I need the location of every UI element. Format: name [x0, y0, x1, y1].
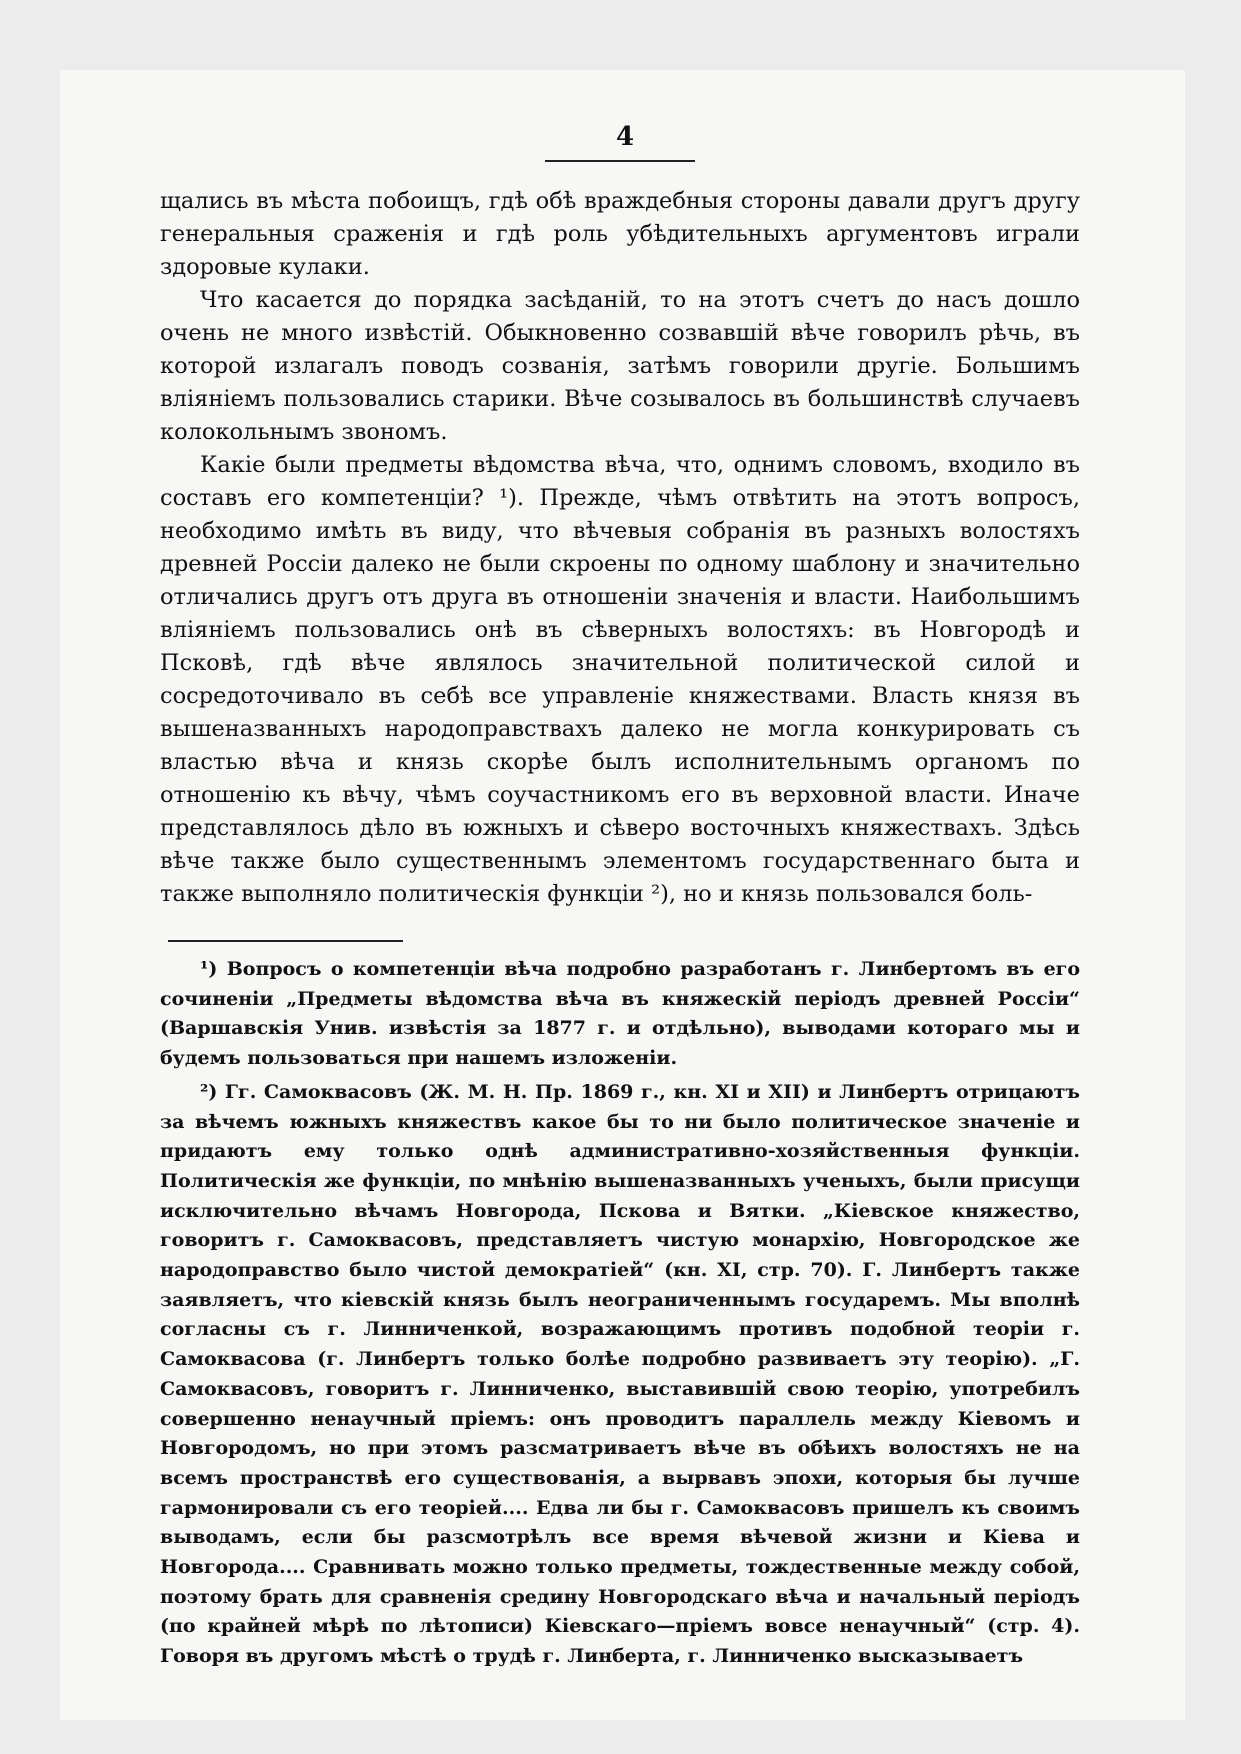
footnote-separator: [168, 940, 403, 942]
footnotes: [160, 955, 1080, 1676]
page-number: 4: [615, 122, 635, 152]
body-paragraph-1: щались въ мѣста побоищъ, гдѣ обѣ враждебныя стороны давали другъ другу генеральныя сраженія и гдѣ роль убѣдительныхъ аргументовъ играли здоровые кулаки.: [160, 188, 1080, 280]
footnote-1: ¹) Вопросъ о компетенціи вѣча подробно разработанъ г. Линбертомъ въ его сочиненіи „Предметы вѣдомства вѣча въ княжескій періодъ древней Россіи“ (Варшавскія Унив. извѣстія за 1877 г. и отдѣльно), выводами котораго мы и будемъ пользоваться при нашемъ изложеніи.: [160, 958, 1080, 1070]
footnote-2: ²) Гг. Самоквасовъ (Ж. М. Н. Пр. 1869 г., кн. XI и XII) и Линбертъ отрицаютъ за вѣчемъ южныхъ княжествъ какое бы то ни было политическое значеніе и придаютъ ему только однѣ административно-хозяйственныя функціи. Политическія же функціи, по мнѣнію вышеназванныхъ ученыхъ, были присущи исключительно вѣчамъ Новгорода, Пскова и Вятки. „Кіевское княжество, говоритъ г. Самоквасовъ, представляетъ чистую монархію, Новгородское же народоправство было чистой демократіей“ (кн. XI, стр. 70). Г. Линбертъ также заявляетъ, что кіевскій князь былъ неограниченнымъ государемъ. Мы вполнѣ согласны съ г. Линниченкой, возражающимъ противъ подобной теоріи г. Самоквасова (г. Линбертъ только болѣе подробно развиваетъ эту теорію). „Г. Самоквасовъ, говоритъ г. Линниченко, выставившій свою теорію, употребилъ совершенно ненаучный пріемъ: онъ проводитъ параллель между Кіевомъ и Новгородомъ, но при этомъ разсматриваетъ вѣче въ обѣихъ волостяхъ не на всемъ пространствѣ его существованія, а вырвавъ эпохи, которыя бы лучше гармонировали съ его теоріей.... Едва ли бы г. Самоквасовъ пришелъ къ своимъ выводамъ, если бы разсмотрѣлъ все время вѣчевой жизни и Кіева и Новгорода.... Сравнивать можно только предметы, тождественные между собой, поэтому брать для сравненія средину Новгородскаго вѣча и начальный періодъ (по крайней мѣрѣ по лѣтописи) Кіевскаго—пріемъ вовсе ненаучный“ (стр. 4). Говоря въ другомъ мѣстѣ о трудѣ г. Линберта, г. Линниченко высказываетъ: [160, 1080, 1080, 1668]
body-paragraph-3: Какіе были предметы вѣдомства вѣча, что, однимъ словомъ, входило въ составъ его компетенціи? ¹). Прежде, чѣмъ отвѣтить на этотъ вопросъ, необходимо имѣть въ виду, что вѣчевыя собранія въ разныхъ волостяхъ древней Россіи далеко не были скроены по одному шаблону и значительно отличались другъ отъ друга въ отношеніи значенія и власти. Наибольшимъ вліяніемъ пользовались онѣ въ сѣверныхъ волостяхъ: въ Новгородѣ и Псковѣ, гдѣ вѣче являлось значительной политической силой и сосредоточивало въ себѣ все управленіе княжествами. Власть князя въ вышеназванныхъ народоправствахъ далеко не могла конкурировать съ властью вѣча и князь скорѣе былъ исполнительнымъ органомъ по отношенію къ вѣчу, чѣмъ соучастникомъ его въ верховной власти. Иначе представлялось дѣло въ южныхъ и сѣверо восточныхъ княжествахъ. Здѣсь вѣче также было существеннымъ элементомъ государственнаго быта и также выполняло политическія функціи ²), но и князь пользовался боль-: [160, 452, 1080, 907]
header-rule: [545, 160, 695, 162]
main-text: [160, 185, 1080, 911]
body-paragraph-2: Что касается до порядка засѣданій, то на этотъ счетъ до насъ дошло очень не много извѣстій. Обыкновенно созвавшій вѣче говорилъ рѣчь, въ которой излагалъ поводъ созванія, затѣмъ говорили другіе. Большимъ вліяніемъ пользовались старики. Вѣче созывалось въ большинствѣ случаевъ колокольнымъ звономъ.: [160, 287, 1080, 445]
